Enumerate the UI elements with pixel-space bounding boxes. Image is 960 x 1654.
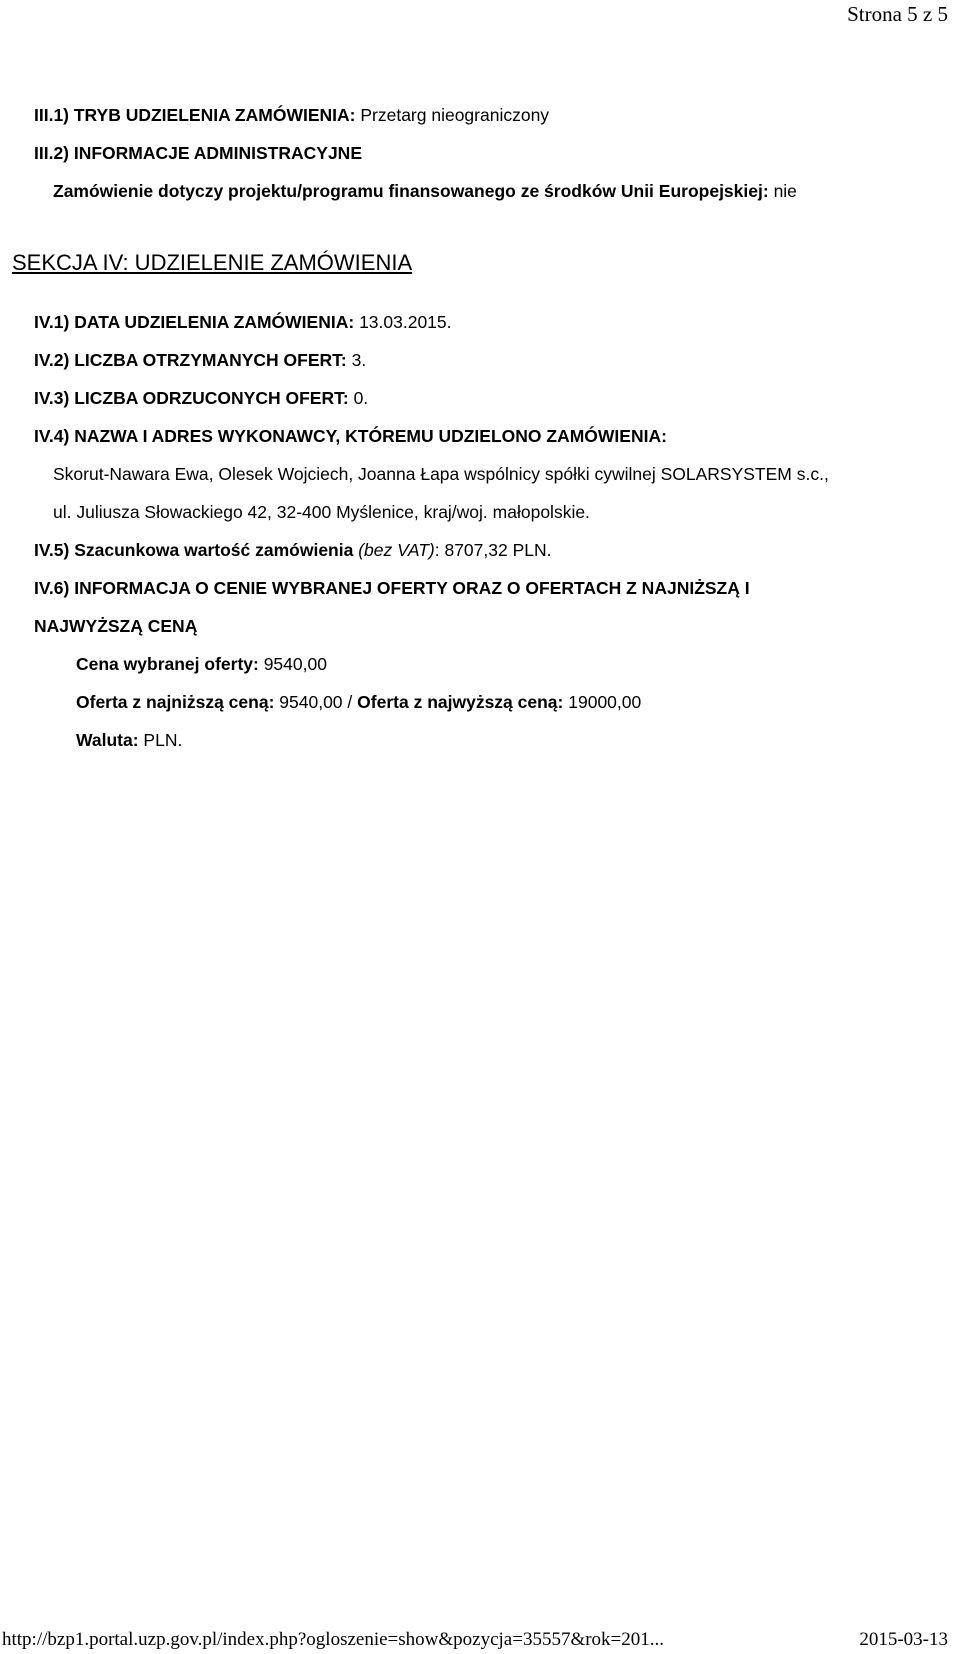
lowest-offer-value: 9540,00 — [279, 692, 343, 712]
offers-received-label: IV.2) LICZBA OTRZYMANYCH OFERT: — [34, 350, 347, 370]
lowest-offer-label: Oferta z najniższą ceną: — [76, 692, 275, 712]
currency-label: Waluta: — [76, 730, 139, 750]
info-admin-heading: III.2) INFORMACJE ADMINISTRACYJNE — [34, 143, 362, 163]
price-range-row — [76, 691, 641, 713]
price-separator: / — [347, 692, 353, 712]
award-date-value: 13.03.2015. — [359, 312, 452, 332]
contractor-address: ul. Juliusza Słowackiego 42, 32-400 Myślenice, kraj/woj. małopolskie. — [53, 502, 590, 522]
selected-offer-label: Cena wybranej oferty: — [76, 654, 259, 674]
estimate-note: (bez VAT) — [358, 540, 435, 560]
contractor-name: Skorut-Nawara Ewa, Olesek Wojciech, Joanna Łapa wspólnicy spółki cywilnej SOLARSYSTEM s.c., — [53, 464, 829, 484]
offers-received-value: 3. — [351, 350, 367, 370]
footer-date: 2015-03-13 — [859, 1629, 948, 1650]
estimate-value: : 8707,32 PLN. — [434, 540, 552, 560]
eu-funding-row — [53, 180, 797, 202]
tryb-value: Przetarg nieograniczony — [360, 105, 550, 125]
currency-row — [76, 729, 182, 751]
price-info-heading-line2: NAJWYŻSZĄ CENĄ — [34, 616, 198, 636]
highest-offer-label: Oferta z najwyższą ceną: — [357, 692, 564, 712]
footer-url: http://bzp1.portal.uzp.gov.pl/index.php?ogloszenie=show&pozycja=35557&rok=201... — [2, 1629, 665, 1650]
offers-rejected-label: IV.3) LICZBA ODRZUCONYCH OFERT: — [34, 388, 349, 408]
currency-value: PLN. — [143, 730, 183, 750]
selected-offer-value: 9540,00 — [263, 654, 327, 674]
offers-rejected-value: 0. — [353, 388, 369, 408]
contractor-heading: IV.4) NAZWA I ADRES WYKONAWCY, KTÓREMU UDZIELONO ZAMÓWIENIA: — [34, 426, 667, 446]
price-info-heading-line1: IV.6) INFORMACJA O CENIE WYBRANEJ OFERTY ORAZ O OFERTACH Z NAJNIŻSZĄ I — [34, 578, 750, 598]
offers-rejected-row — [34, 387, 368, 409]
eu-funding-value: nie — [773, 181, 797, 201]
award-date-label: IV.1) DATA UDZIELENIA ZAMÓWIENIA: — [34, 312, 355, 332]
page-number: Strona 5 z 5 — [847, 2, 948, 26]
offers-received-row — [34, 349, 366, 371]
eu-funding-label: Zamówienie dotyczy projektu/programu finansowanego ze środków Unii Europejskiej: — [53, 181, 769, 201]
selected-offer-row — [76, 653, 327, 675]
tryb-label: III.1) TRYB UDZIELENIA ZAMÓWIENIA: — [34, 105, 356, 125]
section-title: SEKCJA IV: UDZIELENIE ZAMÓWIENIA — [12, 250, 413, 275]
estimate-row — [34, 539, 551, 561]
estimate-label: IV.5) Szacunkowa wartość zamówienia — [34, 540, 354, 560]
highest-offer-value: 19000,00 — [568, 692, 642, 712]
tryb-row — [34, 104, 549, 126]
award-date-row — [34, 311, 452, 333]
